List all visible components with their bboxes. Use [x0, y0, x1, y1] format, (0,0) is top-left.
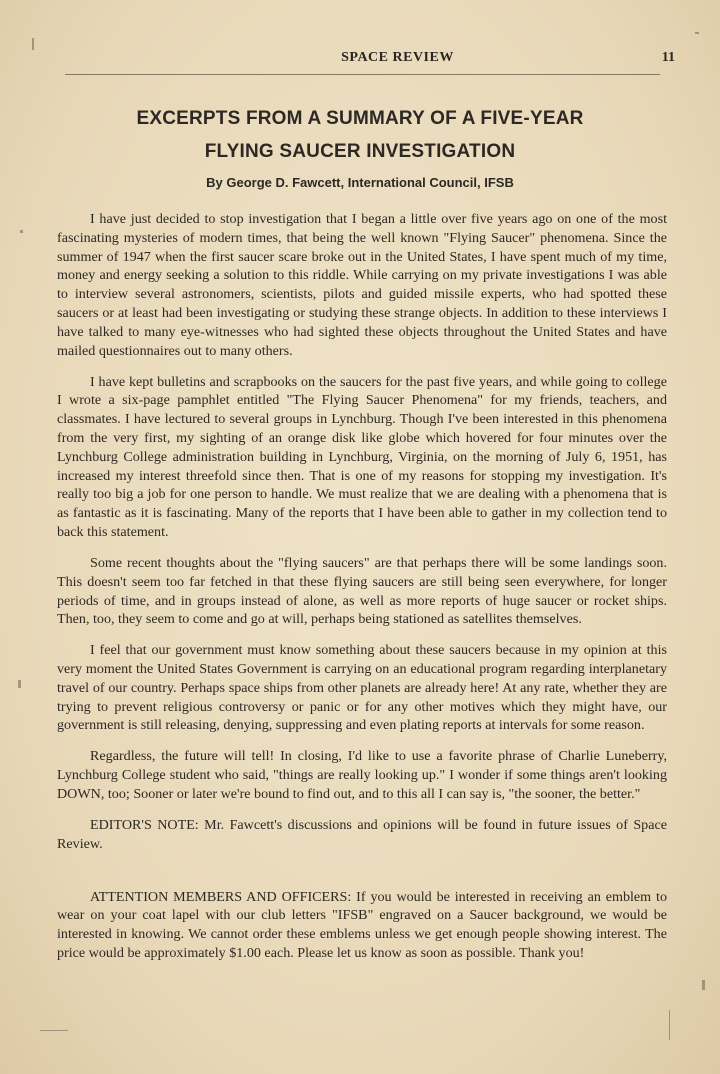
article-title-line-1: EXCERPTS FROM A SUMMARY OF A FIVE-YEAR — [136, 108, 584, 129]
editor-note: EDITOR'S NOTE: Mr. Fawcett's discussions and opinions will be found in future issues of Space Review. — [57, 817, 667, 852]
scan-mark — [669, 1010, 670, 1040]
article-byline: By George D. Fawcett, International Council, IFSB — [206, 175, 514, 190]
attention-note: ATTENTION MEMBERS AND OFFICERS: If you would be interested in receiving an emblem to wear on your coat lapel with our club letters "IFSB" engraved on a Saucer background, we would be interested in knowing. We cannot order these emblems unless we get enough people showing interest. The price would be approximately $1.00 each. Please let us know as soon as possible. Thank you! — [57, 888, 667, 962]
scan-mark — [702, 980, 705, 990]
running-title: SPACE REVIEW — [341, 50, 454, 65]
article-title-line-2: FLYING SAUCER INVESTIGATION — [204, 141, 516, 162]
scan-mark — [20, 230, 23, 233]
scan-mark — [695, 32, 699, 34]
page-number: 11 — [661, 50, 675, 65]
paragraph: Regardless, the future will tell! In closing, I'd like to use a favorite phrase of Charlie Luneberry, Lynchburg College student who said, "things are really looking up." I wonder if some things aren't looking DOWN, too; Sooner or later we're bound to find out, and to this all I can say is, "the sooner, the better." — [57, 748, 667, 803]
scan-mark — [40, 1030, 68, 1031]
scan-mark — [18, 680, 21, 688]
paragraph: Some recent thoughts about the "flying saucers" are that perhaps there will be some landings soon. This doesn't seem too far fetched in that these flying saucers are still being seen everywhere, for longer periods of time, and in groups instead of alone, as well as more reports of huge saucer or rocket ships. Then, too, they seem to come and go at will, perhaps being stationed as satellites themselves. — [57, 554, 667, 628]
paragraph: I feel that our government must know something about these saucers because in my opinion at this very moment the United States Government is carrying on an educational program regarding interplanetary travel of our country. Perhaps space ships from other planets are already here! At any rate, whether they are trying to prevent religious controversy or panic or for any other motives which they might have, our government is still releasing, denying, suppressing and even plating reports at intervals for some reason. — [57, 642, 667, 734]
header-rule — [65, 74, 660, 75]
article-body — [57, 210, 667, 975]
paragraph: I have kept bulletins and scrapbooks on the saucers for the past five years, and while going to college I wrote a six-page pamphlet entitled "The Flying Saucer Phenomena" for my friends, teachers, and classmates. I have lectured to several groups in Lynchburg. Though I've been interested in this phenomena from the very first, my sighting of an orange disk like globe which hovered for four minutes over the Lynchburg College administration building in Lynchburg, Virginia, on the morning of July 6, 1951, has increased my interest threefold since then. That is one of my reasons for stopping my investigation. It's really too big a job for one person to handle. We must realize that we are dealing with a phenomena that is as fantastic as it is fascinating. Many of the reports that I have been able to gather in my collection tend to back this statement. — [57, 373, 667, 540]
scan-mark — [32, 38, 34, 50]
paragraph: I have just decided to stop investigation that I began a little over five years ago on one of the most fascinating mysteries of modern times, that being the well known "Flying Saucer" phenomena. Since the summer of 1947 when the first saucer scare broke out in the United States, I have spent much of my time, money and energy seeking a solution to this riddle. While carrying on my private investigations I was able to interview several astronomers, scientists, pilots and guided missile experts, who had spotted these saucers or at least had been investigating or studying these strange objects. In addition to these interviews I have talked to many eye-witnesses who had sighted these objects throughout the United States and have mailed questionnaires out to many others. — [57, 211, 667, 359]
